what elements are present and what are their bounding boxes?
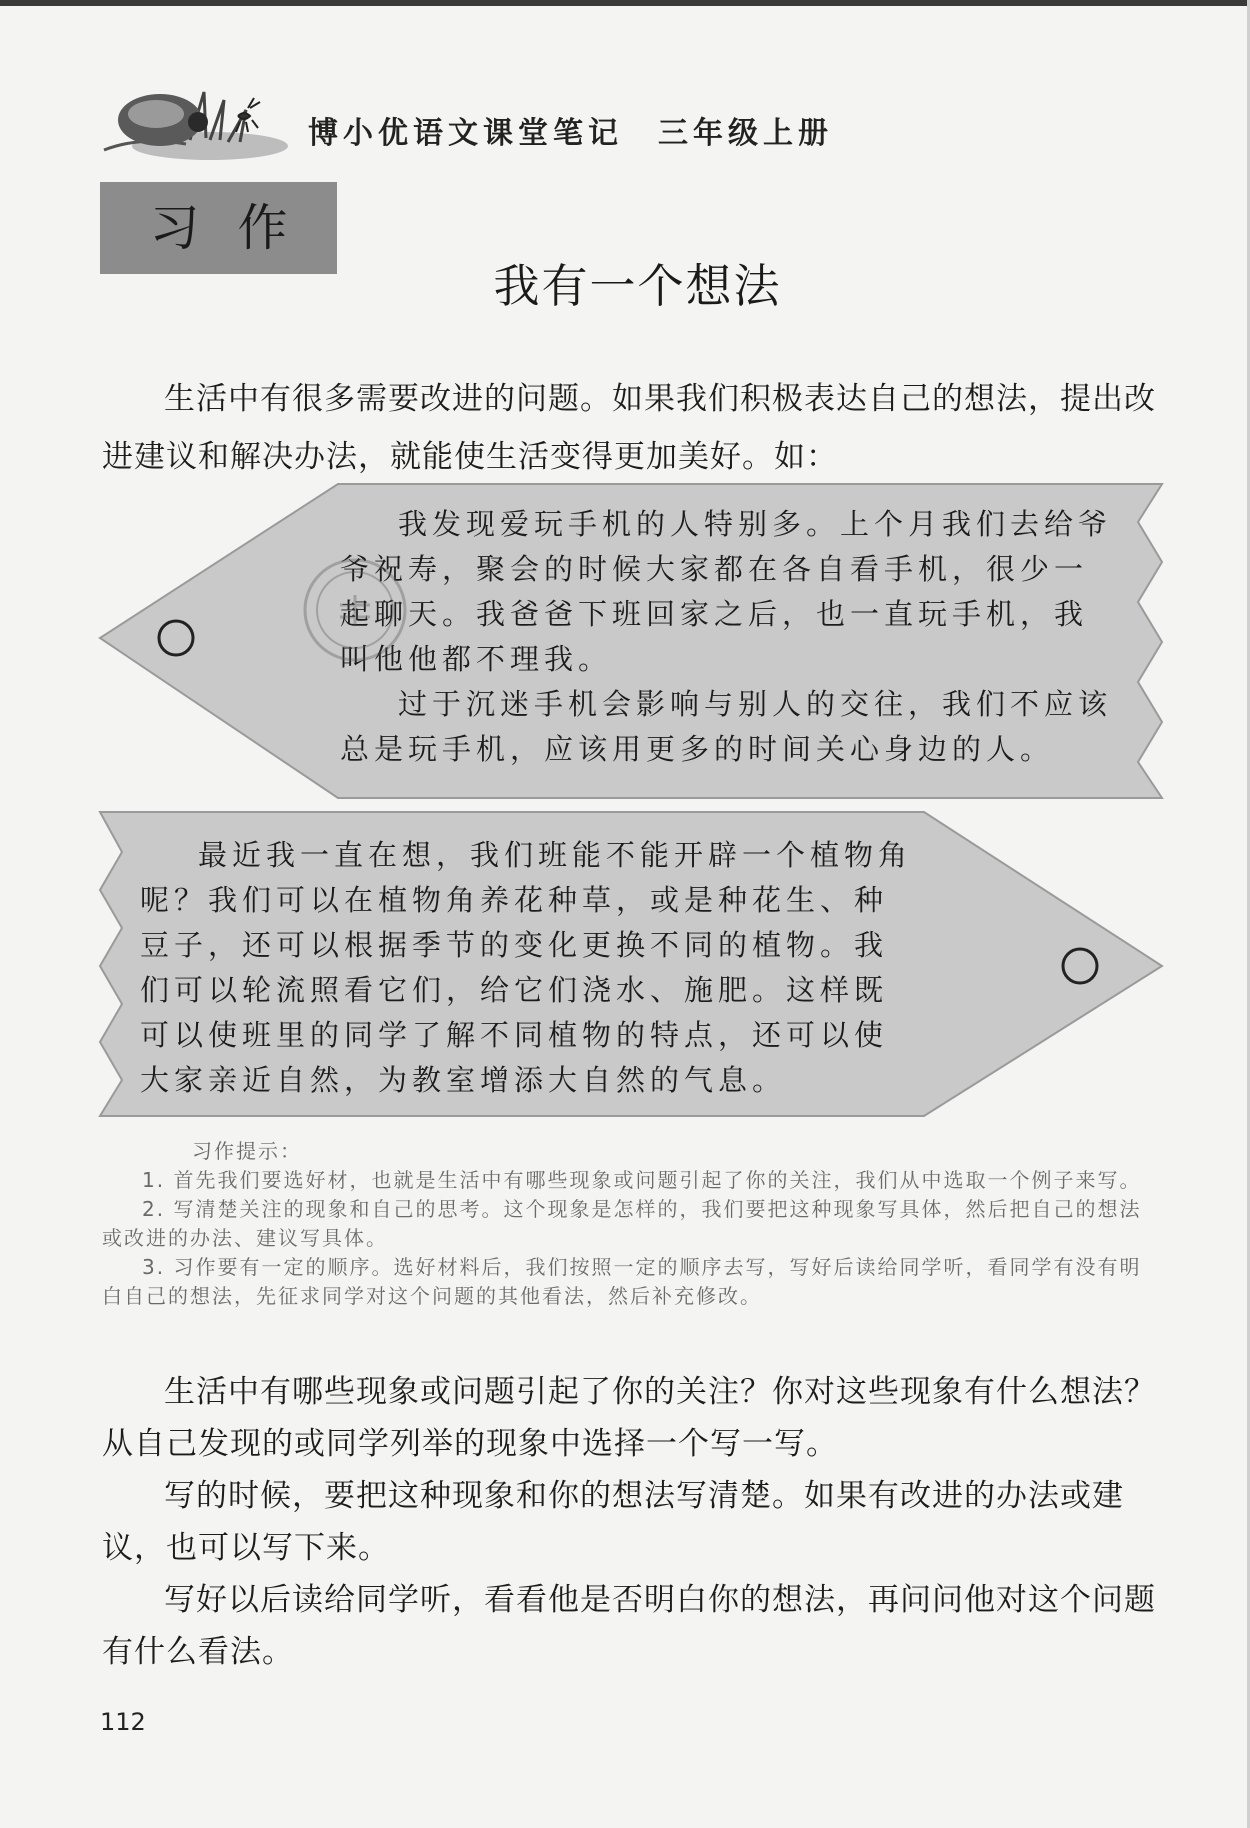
page-title: 我有一个想法 (493, 259, 782, 313)
section-label: 习作 (149, 199, 326, 257)
example-2-paragraph-1: 最近我一直在想，我们班能不能开辟一个植物角呢？我们可以在植物角养花种草，或是种花生、种豆子，还可以根据季节的变化更换不同的植物。我们可以轮流照看它们，给它们浇水、施肥。这样既可以使班里的同学了解不同植物的特点，还可以使大家亲近自然，为教室增添大自然的气息。 (140, 838, 913, 1097)
tip-item: 3. 习作要有一定的顺序。选好材料后，我们按照一定的顺序去写，写好后读给同学听，看同学有没有明白自己的想法，先征求同学对这个问题的其他看法，然后补充修改。 (102, 1255, 1142, 1308)
header-ladybug-icon (100, 78, 290, 168)
page-number: 112 (100, 1708, 146, 1736)
stamp-watermark (300, 555, 410, 665)
instruction-paragraph: 生活中有哪些现象或问题引起了你的关注？你对这些现象有什么想法？从自己发现的或同学列举的现象中选择一个写一写。 (102, 1374, 1156, 1462)
example-1-paragraph-2: 过于沉迷手机会影响与别人的交往，我们不应该总是玩手机，应该用更多的时间关心身边的人。 (340, 687, 1113, 766)
tip-item: 2. 写清楚关注的现象和自己的思考。这个现象是怎样的，我们要把这种现象写具体，然后把自己的想法或改进的办法、建议写具体。 (102, 1197, 1142, 1250)
example-2-text (140, 833, 915, 1103)
writing-tips (102, 1137, 1162, 1311)
book-series-title: 博小优语文课堂笔记 三年级上册 (308, 116, 833, 151)
top-border (0, 0, 1250, 6)
tips-title: 习作提示： (192, 1139, 302, 1163)
intro-paragraph: 生活中有很多需要改进的问题。如果我们积极表达自己的想法，提出改进建议和解决办法，就能使生活变得更加美好。如： (102, 381, 1156, 475)
writing-instructions (102, 1366, 1162, 1678)
tip-item: 1. 首先我们要选好材，也就是生活中有哪些现象或问题引起了你的关注，我们从中选取一个例子来写。 (142, 1168, 1142, 1192)
instruction-paragraph: 写的时候，要把这种现象和你的想法写清楚。如果有改进的办法或建议，也可以写下来。 (102, 1478, 1124, 1566)
instruction-paragraph: 写好以后读给同学听，看看他是否明白你的想法，再问问他对这个问题有什么看法。 (102, 1582, 1156, 1670)
example-1-text (340, 502, 1115, 772)
example-1-paragraph-1: 我发现爱玩手机的人特别多。上个月我们去给爷爷祝寿，聚会的时候大家都在各自看手机，很少一起聊天。我爸爸下班回家之后，也一直玩手机，我叫他他都不理我。 (340, 507, 1113, 676)
